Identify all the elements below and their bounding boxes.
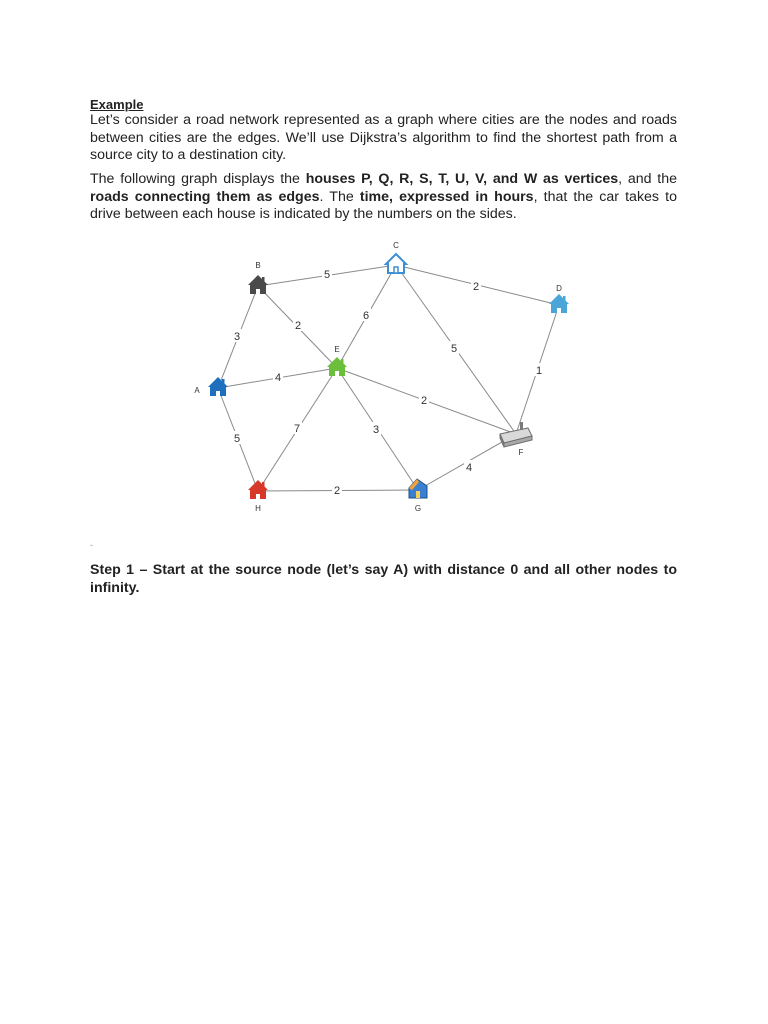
edge-weight-label: 2 xyxy=(420,395,428,407)
intro-paragraph: Let’s consider a road network represented as a graph where cities are the nodes and roads between cities are the edges. We’ll use Dijkstra’s algorithm to find the shortest path from a source city to a destination city. xyxy=(90,112,677,163)
edge-weight-label: 3 xyxy=(233,331,241,343)
node-g-house-3d-icon xyxy=(409,479,427,498)
edge-weight-label: 2 xyxy=(472,281,480,293)
edge-weight-label: 4 xyxy=(274,372,282,384)
desc-bold-edges: roads connecting them as edges xyxy=(90,188,320,205)
edge-weight-label: 2 xyxy=(294,320,302,332)
node-label: D xyxy=(556,284,562,293)
node-f-factory-icon xyxy=(500,422,532,447)
node-c-house-outline-icon xyxy=(386,254,406,273)
section-heading: Example xyxy=(90,97,144,112)
node-label: H xyxy=(255,504,261,513)
desc-bold-time: time, expressed in hours xyxy=(359,188,534,205)
node-label: E xyxy=(334,345,340,354)
edge-weight-label: 5 xyxy=(450,343,458,355)
node-label: A xyxy=(194,386,200,395)
node-label: G xyxy=(414,504,422,513)
node-label: F xyxy=(518,448,524,457)
desc-bold-vertices: houses P, Q, R, S, T, U, V, and W as vertices xyxy=(305,171,619,187)
node-e-house-icon xyxy=(327,357,347,376)
node-label: B xyxy=(255,261,261,270)
node-b-house-icon xyxy=(248,275,268,294)
edge-weight-label: 6 xyxy=(362,310,370,322)
desc-text-1: The following graph displays the xyxy=(90,171,306,187)
node-d-house-icon xyxy=(549,294,569,313)
desc-text-4: , that the car takes to drive between each house is indicated by the numbers on the sides. xyxy=(90,188,677,222)
edge-weight-label: 4 xyxy=(465,462,473,474)
edge-weight-label: 3 xyxy=(372,424,380,436)
node-a-house-icon xyxy=(208,377,228,396)
stray-mark: - xyxy=(90,540,93,550)
edge-weight-label: 5 xyxy=(323,269,331,281)
edge-weight-label: 5 xyxy=(233,433,241,445)
edge-weight-label: 7 xyxy=(293,423,301,435)
desc-text-3: . The xyxy=(319,188,360,205)
step-1-paragraph: Step 1 – Start at the source node (let’s say A) with distance 0 and all other nodes to infinity. xyxy=(90,562,677,596)
desc-text-2: , and the xyxy=(618,171,677,187)
edge-weight-label: 1 xyxy=(535,365,543,377)
node-label: C xyxy=(393,241,399,250)
edge-weight-label: 2 xyxy=(333,485,341,497)
node-h-house-icon xyxy=(248,480,268,499)
